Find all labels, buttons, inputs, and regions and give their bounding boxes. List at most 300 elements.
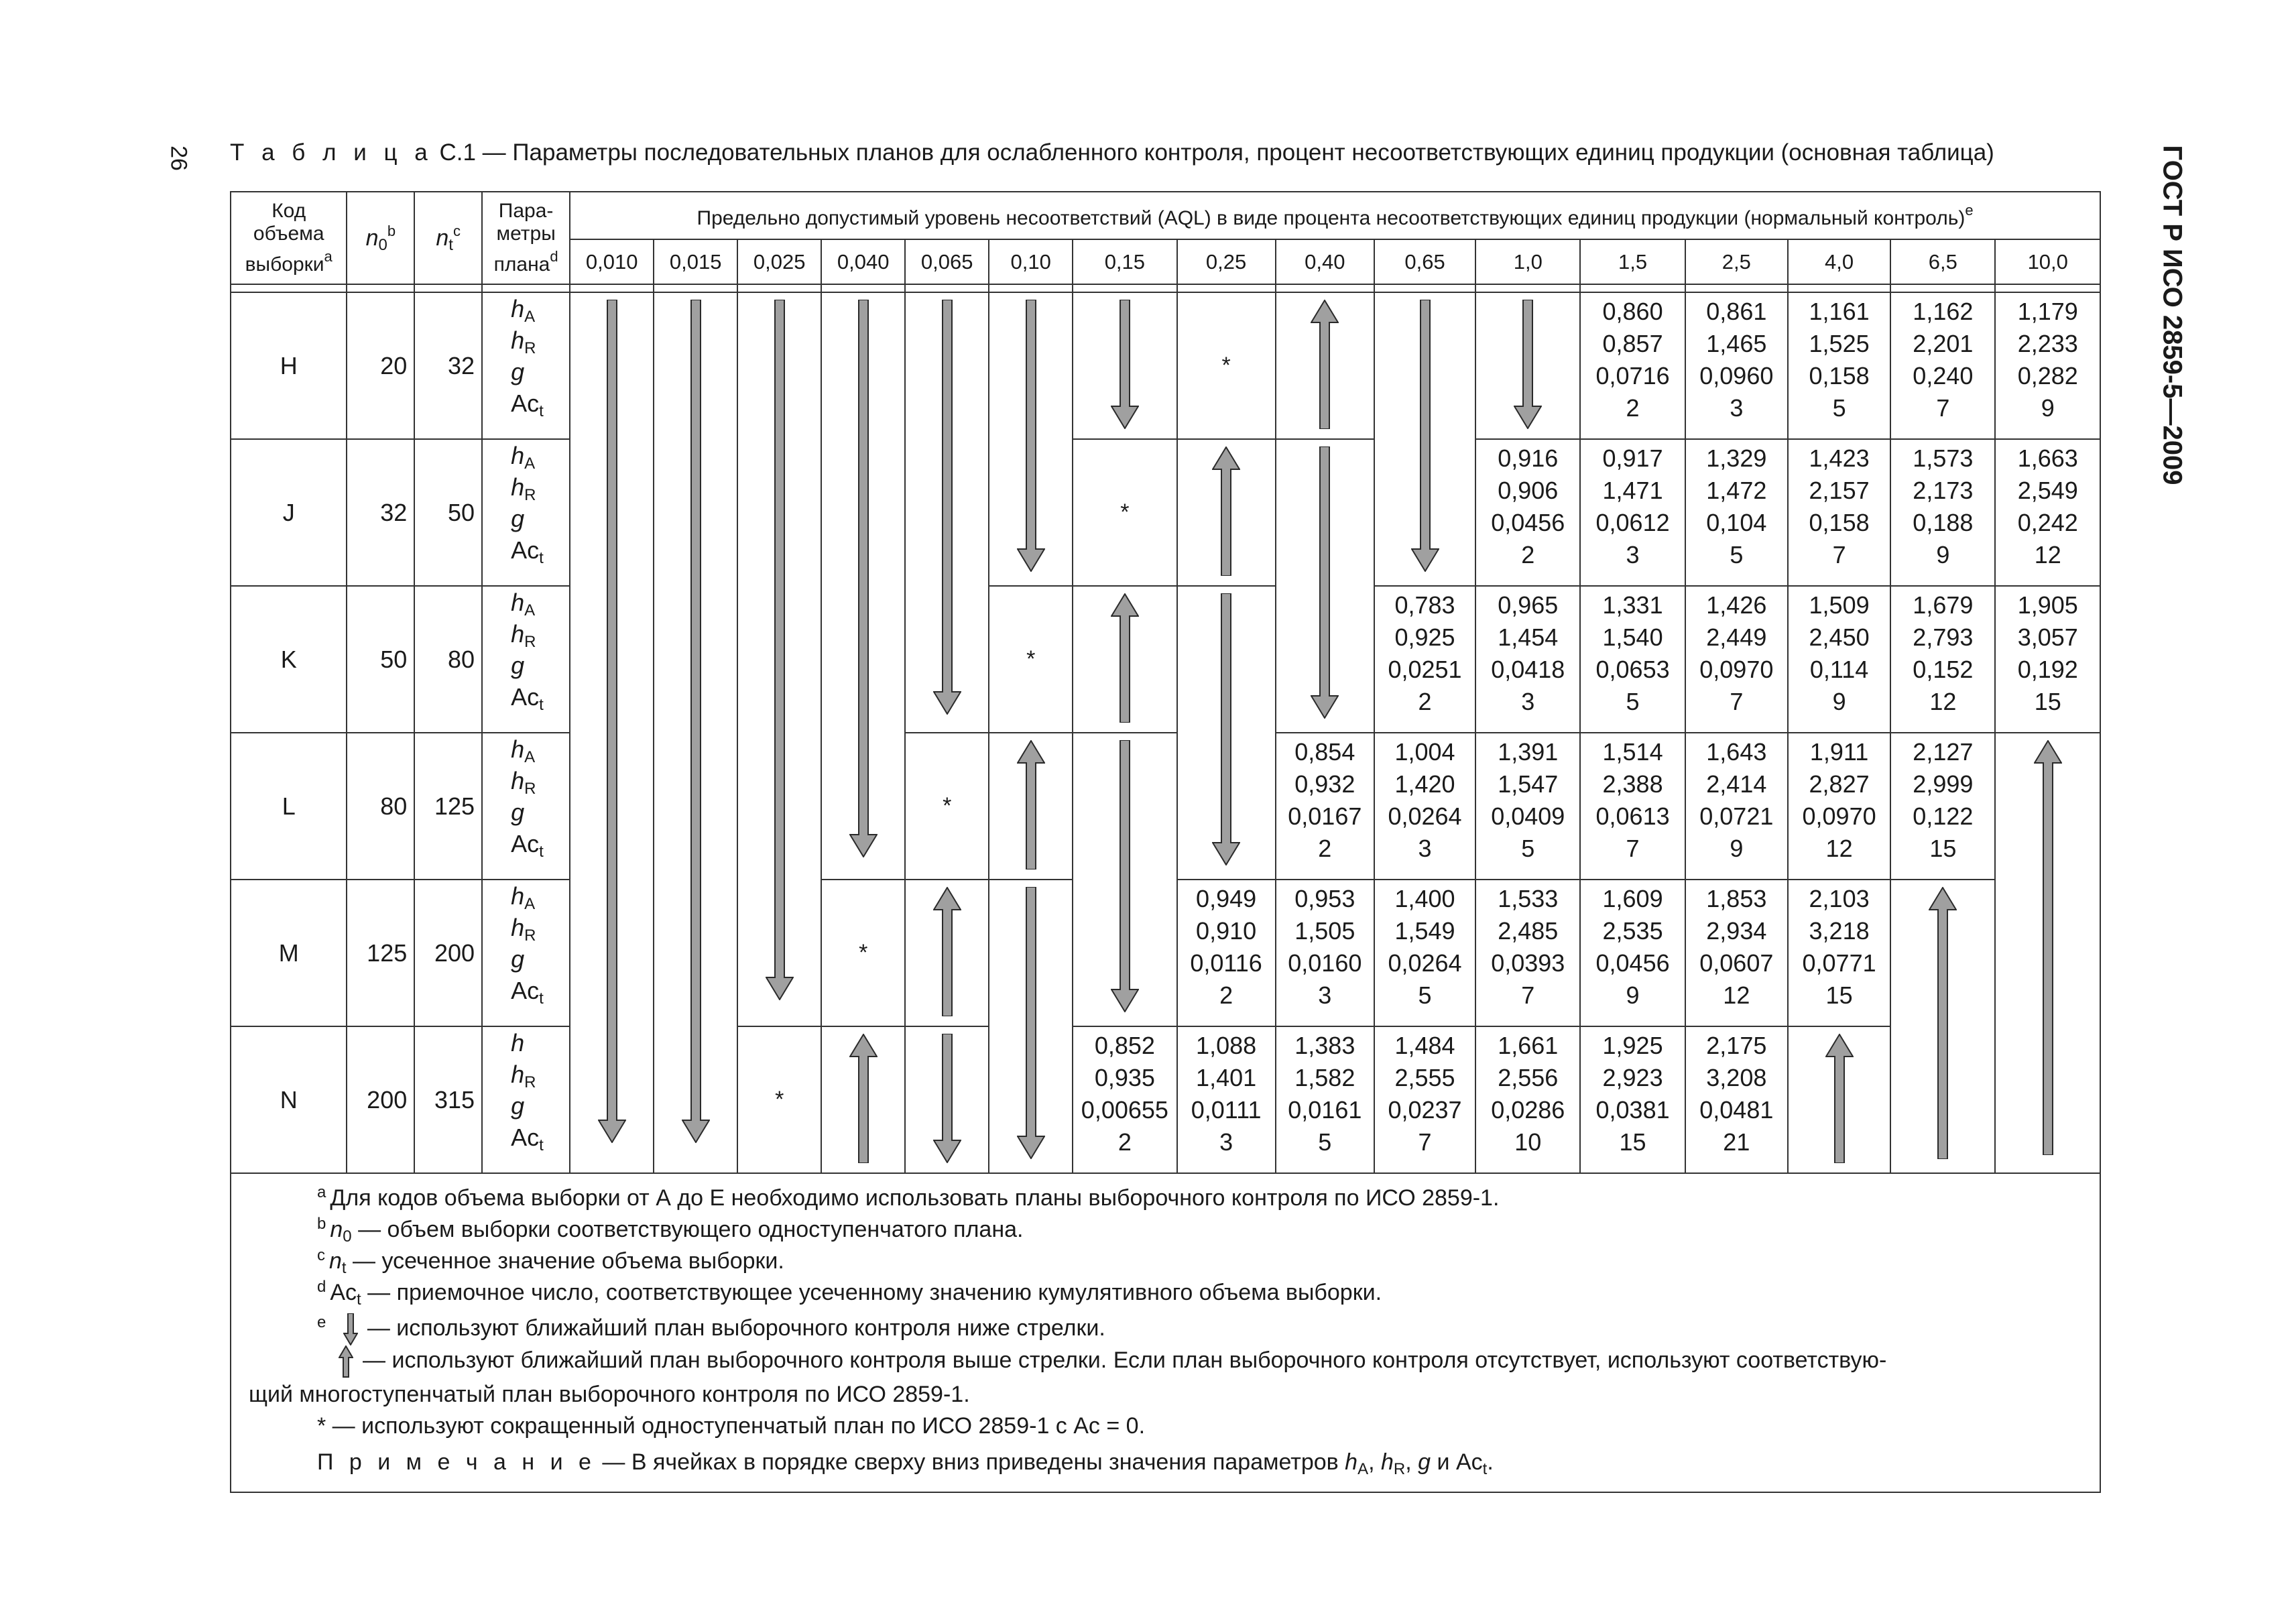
aql-level: 0,040: [821, 239, 905, 284]
value-hR: 0,910: [1196, 917, 1257, 945]
value-hR: 2,173: [1913, 477, 1974, 504]
sample-size-code: J: [231, 439, 347, 586]
value-hA: 1,331: [1602, 591, 1663, 619]
header-n0: $n_0^b$: [347, 192, 414, 284]
value-hR: 1,401: [1196, 1064, 1257, 1091]
down-arrow-icon: [1017, 300, 1045, 572]
up-arrow-cell: [1890, 880, 1995, 1173]
value-hA: 0,965: [1498, 591, 1559, 619]
sample-size-n0: 50: [347, 586, 414, 733]
table-row: [231, 733, 2100, 880]
standard-title: ГОСТ Р ИСО 2859-5—2009: [2157, 145, 2187, 485]
down-arrow-icon: [1411, 300, 1439, 572]
value-hR: 1,454: [1498, 623, 1559, 651]
value-hA: 1,679: [1913, 591, 1974, 619]
up-arrow-cell: [1995, 733, 2100, 1173]
down-arrow-icon: [933, 300, 961, 715]
header-params: Пара- метры плана$^d$: [482, 192, 570, 284]
sample-size-code: N: [231, 1026, 347, 1173]
plan-values: [1374, 733, 1475, 880]
value-hR: 2,555: [1394, 1064, 1455, 1091]
value-ac: 12: [2034, 541, 2061, 568]
value-g: 0,282: [2017, 362, 2078, 389]
plan-values: [1580, 292, 1685, 439]
footnote-e-down: $^e$ — используют ближайший план выборочного контроля ниже стрелки.: [317, 1307, 1105, 1345]
plan-values: [1685, 439, 1788, 586]
value-hA: 1,925: [1602, 1032, 1663, 1059]
value-hA: 0,861: [1706, 298, 1767, 325]
value-g: 0,104: [1706, 509, 1767, 536]
sample-size-code: H: [231, 292, 347, 439]
aql-level: 6,5: [1890, 239, 1995, 284]
table-note: П р и м е ч а н и е — В ячейках в порядке сверху вниз приведены значения параметров $h_A$, $h_R$, g и $Ac_t$.: [317, 1449, 1494, 1478]
value-g: 0,0613: [1595, 802, 1670, 830]
value-g: 0,0607: [1699, 949, 1774, 977]
value-hA: 1,484: [1394, 1032, 1455, 1059]
sequential-plans-table: [230, 191, 2101, 1174]
plan-values: [1890, 292, 1995, 439]
footnote-a: $^a$ Для кодов объема выборки от А до Е необходимо использовать планы выборочного контроля по ИСО 2859-1.: [317, 1183, 1500, 1211]
up-arrow-cell: [989, 733, 1073, 880]
value-hR: 2,556: [1498, 1064, 1559, 1091]
up-arrow-icon: [1212, 446, 1240, 576]
sample-size-code: K: [231, 586, 347, 733]
down-arrow-cell: [1177, 586, 1276, 880]
value-hA: 1,661: [1498, 1032, 1559, 1059]
value-hR: 2,414: [1706, 770, 1767, 798]
up-arrow-icon: [2034, 740, 2062, 1155]
value-ac: 5: [1318, 1128, 1332, 1156]
value-hR: 2,923: [1602, 1064, 1663, 1091]
truncated-size-nt: 125: [414, 733, 482, 880]
plan-values: [1788, 292, 1890, 439]
plan-parameters: $h_A$ $h_R$ g $Ac_t$: [482, 880, 570, 1026]
plan-values: [1276, 733, 1374, 880]
truncated-size-nt: 315: [414, 1026, 482, 1173]
value-ac: 9: [1936, 541, 1950, 568]
up-arrow-cell: [1788, 1026, 1890, 1173]
value-ac: 15: [2034, 688, 2061, 715]
value-ac: 7: [1418, 1128, 1432, 1156]
up-arrow-icon: [849, 1034, 878, 1163]
star-marker: *: [737, 1026, 821, 1173]
down-arrow-icon: [1111, 740, 1139, 1012]
down-arrow-cell: [989, 880, 1073, 1173]
star-marker: *: [1177, 292, 1276, 439]
down-arrow-cell: [1374, 292, 1475, 586]
table-row: [231, 586, 2100, 733]
value-hR: 1,465: [1706, 330, 1767, 357]
value-g: 0,152: [1913, 656, 1974, 683]
down-arrow-cell: [989, 292, 1073, 586]
value-ac: 3: [1219, 1128, 1233, 1156]
value-ac: 3: [1318, 981, 1332, 1009]
value-ac: 5: [1418, 981, 1432, 1009]
value-g: 0,0111: [1191, 1096, 1262, 1124]
down-arrow-cell: [905, 1026, 989, 1173]
value-g: 0,0481: [1699, 1096, 1774, 1124]
value-g: 0,0653: [1595, 656, 1670, 683]
value-hA: 1,329: [1706, 444, 1767, 472]
value-g: 0,0264: [1388, 802, 1462, 830]
value-hR: 1,547: [1498, 770, 1559, 798]
down-arrow-icon: [1111, 300, 1139, 429]
sample-size-code: M: [231, 880, 347, 1026]
value-ac: 2: [1318, 835, 1332, 862]
header-nt: $n_t^c$: [414, 192, 482, 284]
sample-size-n0: 20: [347, 292, 414, 439]
value-g: 0,0456: [1491, 509, 1565, 536]
plan-values: [1788, 586, 1890, 733]
value-hA: 1,161: [1809, 298, 1870, 325]
value-hA: 2,103: [1809, 885, 1870, 912]
value-ac: 2: [1219, 981, 1233, 1009]
value-ac: 12: [1929, 688, 1957, 715]
value-g: 0,188: [1913, 509, 1974, 536]
value-hR: 1,540: [1602, 623, 1663, 651]
value-hR: 1,525: [1809, 330, 1870, 357]
value-g: 0,0771: [1802, 949, 1876, 977]
footnotes-box: [230, 1156, 2101, 1493]
value-hA: 1,423: [1809, 444, 1870, 472]
plan-values: [1685, 586, 1788, 733]
up-arrow-cell: [821, 1026, 905, 1173]
value-g: 0,0721: [1699, 802, 1774, 830]
value-g: 0,0456: [1595, 949, 1670, 977]
value-g: 0,00655: [1081, 1096, 1168, 1124]
value-hA: 1,911: [1809, 738, 1869, 766]
footnote-d: $^d$ $Ac_t$ — приемочное число, соответствующее усеченному значению кумулятивного объема выборки.: [317, 1278, 1382, 1309]
value-g: 0,0960: [1699, 362, 1774, 389]
plan-values: [1177, 1026, 1276, 1173]
plan-values: [1475, 880, 1580, 1026]
value-g: 0,0418: [1491, 656, 1565, 683]
value-ac: 2: [1521, 541, 1535, 568]
aql-level: 0,65: [1374, 239, 1475, 284]
value-hA: 1,391: [1498, 738, 1559, 766]
value-hR: 2,549: [2017, 477, 2078, 504]
caption-text: С.1 — Параметры последовательных планов для ослабленного контроля, процент несоответствующих единиц продукции (основная таблица): [439, 139, 1994, 166]
value-g: 0,0381: [1595, 1096, 1670, 1124]
plan-values: [1788, 880, 1890, 1026]
star-marker: *: [821, 880, 905, 1026]
value-ac: 15: [1619, 1128, 1646, 1156]
header-aql-title: Предельно допустимый уровень несоответствий (AQL) в виде процента несоответствующих единиц продукции (нормальный контроль)$^e$: [570, 192, 2100, 239]
down-arrow-icon: [682, 300, 710, 1143]
up-arrow-cell: [905, 880, 989, 1026]
value-hR: 0,857: [1602, 330, 1663, 357]
table-caption: [230, 139, 2087, 166]
aql-level: 0,065: [905, 239, 989, 284]
value-hR: 0,932: [1294, 770, 1355, 798]
value-g: 0,0167: [1288, 802, 1362, 830]
up-arrow-icon: [1825, 1034, 1854, 1163]
value-hA: 1,179: [2017, 298, 2078, 325]
star-marker: *: [1073, 439, 1176, 586]
down-arrow-cell: [1073, 292, 1176, 439]
value-g: 0,0161: [1288, 1096, 1362, 1124]
plan-values: [1685, 292, 1788, 439]
value-hA: 1,400: [1394, 885, 1455, 912]
value-ac: 5: [1521, 835, 1535, 862]
plan-values: [1995, 292, 2100, 439]
value-ac: 7: [1521, 981, 1535, 1009]
value-hA: 1,162: [1913, 298, 1974, 325]
value-g: 0,158: [1809, 509, 1870, 536]
value-hA: 0,852: [1094, 1032, 1155, 1059]
up-arrow-cell: [1073, 586, 1176, 733]
value-ac: 7: [1626, 835, 1640, 862]
value-hR: 0,935: [1094, 1064, 1155, 1091]
up-arrow-icon: [933, 887, 961, 1016]
value-hA: 1,905: [2017, 591, 2078, 619]
value-ac: 5: [1626, 688, 1640, 715]
plan-values: [1475, 439, 1580, 586]
value-ac: 7: [1832, 541, 1846, 568]
plan-values: [1580, 733, 1685, 880]
value-hR: 1,420: [1394, 770, 1455, 798]
value-g: 0,242: [2017, 509, 2078, 536]
plan-parameters: $h_A$ $h_R$ g $Ac_t$: [482, 292, 570, 439]
up-arrow-icon: [339, 1345, 353, 1378]
value-ac: 3: [1730, 394, 1744, 422]
value-ac: 9: [1730, 835, 1744, 862]
value-hR: 2,233: [2017, 330, 2078, 357]
value-hR: 3,208: [1706, 1064, 1767, 1091]
plan-values: [1177, 880, 1276, 1026]
value-g: 0,122: [1913, 802, 1974, 830]
plan-values: [1788, 439, 1890, 586]
value-g: 0,192: [2017, 656, 2078, 683]
value-hR: 1,505: [1294, 917, 1355, 945]
plan-values: [1374, 586, 1475, 733]
value-hR: 1,582: [1294, 1064, 1355, 1091]
caption-label: Т а б л и ц а: [230, 139, 433, 166]
star-marker: *: [905, 733, 989, 880]
value-hR: 2,201: [1913, 330, 1974, 357]
sample-size-n0: 80: [347, 733, 414, 880]
value-g: 0,0970: [1802, 802, 1876, 830]
value-ac: 12: [1723, 981, 1750, 1009]
value-g: 0,0251: [1388, 656, 1462, 683]
value-hA: 1,573: [1913, 444, 1974, 472]
truncated-size-nt: 32: [414, 292, 482, 439]
plan-values: [1374, 1026, 1475, 1173]
value-hA: 1,004: [1394, 738, 1455, 766]
value-hA: 2,127: [1913, 738, 1974, 766]
down-arrow-icon: [343, 1313, 358, 1345]
value-hR: 2,485: [1498, 917, 1559, 945]
value-hR: 2,157: [1809, 477, 1870, 504]
value-hA: 2,175: [1706, 1032, 1767, 1059]
down-arrow-cell: [654, 292, 737, 1173]
aql-level: 0,25: [1177, 239, 1276, 284]
aql-level: 0,015: [654, 239, 737, 284]
value-hR: 2,827: [1809, 770, 1870, 798]
aql-level: 0,025: [737, 239, 821, 284]
value-ac: 7: [1730, 688, 1744, 715]
value-hR: 2,999: [1913, 770, 1974, 798]
plan-parameters: $h_A$ $h_R$ g $Ac_t$: [482, 733, 570, 880]
plan-values: [1685, 1026, 1788, 1173]
value-g: 0,114: [1809, 656, 1869, 683]
truncated-size-nt: 200: [414, 880, 482, 1026]
down-arrow-cell: [905, 292, 989, 733]
value-hR: 2,793: [1913, 623, 1974, 651]
up-arrow-icon: [1929, 887, 1957, 1159]
plan-values: [1890, 439, 1995, 586]
value-hA: 0,860: [1602, 298, 1663, 325]
value-hR: 0,906: [1498, 477, 1559, 504]
value-hA: 1,643: [1706, 738, 1767, 766]
plan-values: [1276, 1026, 1374, 1173]
down-arrow-icon: [766, 300, 794, 1000]
plan-values: [1276, 880, 1374, 1026]
value-ac: 9: [1832, 688, 1846, 715]
value-ac: 15: [1929, 835, 1957, 862]
value-g: 0,0393: [1491, 949, 1565, 977]
value-hA: 0,953: [1294, 885, 1355, 912]
down-arrow-icon: [1212, 593, 1240, 865]
footnote-b: $^b$ $n_0$ — объем выборки соответствующего одноступенчатого плана.: [317, 1215, 1024, 1246]
aql-level: 1,5: [1580, 239, 1685, 284]
value-hR: 2,388: [1602, 770, 1663, 798]
value-hA: 1,514: [1602, 738, 1663, 766]
down-arrow-cell: [821, 292, 905, 880]
down-arrow-icon: [598, 300, 626, 1143]
plan-values: [1580, 1026, 1685, 1173]
value-g: 0,0160: [1288, 949, 1362, 977]
value-hR: 1,472: [1706, 477, 1767, 504]
truncated-size-nt: 50: [414, 439, 482, 586]
plan-values: [1685, 880, 1788, 1026]
value-hA: 1,426: [1706, 591, 1767, 619]
value-hA: 0,917: [1602, 444, 1663, 472]
down-arrow-cell: [570, 292, 654, 1173]
value-g: 0,0612: [1595, 509, 1670, 536]
aql-level: 0,10: [989, 239, 1073, 284]
up-arrow-icon: [1311, 300, 1339, 429]
value-g: 0,0116: [1190, 949, 1262, 977]
up-arrow-cell: [1276, 292, 1374, 439]
plan-values: [1374, 880, 1475, 1026]
value-g: 0,0716: [1595, 362, 1670, 389]
value-ac: 9: [1626, 981, 1640, 1009]
value-hA: 1,383: [1294, 1032, 1355, 1059]
sample-size-code: L: [231, 733, 347, 880]
value-g: 0,240: [1913, 362, 1974, 389]
sample-size-n0: 32: [347, 439, 414, 586]
value-hR: 3,218: [1809, 917, 1870, 945]
value-g: 0,0237: [1388, 1096, 1462, 1124]
plan-values: [1475, 586, 1580, 733]
down-arrow-cell: [737, 292, 821, 1026]
table-row: [231, 292, 2100, 439]
plan-values: [1685, 733, 1788, 880]
value-hA: 1,509: [1809, 591, 1870, 619]
plan-values: [1580, 439, 1685, 586]
page-number: 26: [166, 145, 192, 171]
sample-size-n0: 125: [347, 880, 414, 1026]
value-ac: 5: [1832, 394, 1846, 422]
up-arrow-icon: [1111, 593, 1139, 723]
value-hA: 1,609: [1602, 885, 1663, 912]
value-g: 0,0286: [1491, 1096, 1565, 1124]
value-hA: 0,949: [1196, 885, 1257, 912]
aql-level: 0,15: [1073, 239, 1176, 284]
aql-level: 4,0: [1788, 239, 1890, 284]
value-hR: 2,450: [1809, 623, 1870, 651]
plan-values: [1580, 880, 1685, 1026]
down-arrow-icon: [933, 1034, 961, 1163]
value-hA: 1,088: [1196, 1032, 1257, 1059]
value-g: 0,158: [1809, 362, 1870, 389]
value-ac: 7: [1936, 394, 1950, 422]
value-hA: 1,663: [2017, 444, 2078, 472]
down-arrow-icon: [1514, 300, 1542, 429]
value-ac: 2: [1626, 394, 1640, 422]
up-arrow-cell: [1177, 439, 1276, 586]
value-hR: 2,449: [1706, 623, 1767, 651]
value-hR: 0,925: [1394, 623, 1455, 651]
plan-values: [1890, 586, 1995, 733]
value-ac: 10: [1514, 1128, 1542, 1156]
value-ac: 12: [1825, 835, 1853, 862]
plan-values: [1788, 733, 1890, 880]
aql-level: 1,0: [1475, 239, 1580, 284]
footnote-e-up: — используют ближайший план выборочного контроля выше стрелки. Если план выборочного контроля отсутствует, используют соответствую-: [332, 1345, 1886, 1378]
up-arrow-icon: [1017, 740, 1045, 869]
value-hR: 2,535: [1602, 917, 1663, 945]
value-g: 0,0970: [1699, 656, 1774, 683]
plan-values: [1580, 586, 1685, 733]
value-ac: 21: [1723, 1128, 1750, 1156]
plan-parameters: $h_A$ $h_R$ g $Ac_t$: [482, 586, 570, 733]
value-ac: 3: [1418, 835, 1432, 862]
value-hR: 1,549: [1394, 917, 1455, 945]
value-ac: 2: [1418, 688, 1432, 715]
down-arrow-cell: [1475, 292, 1580, 439]
aql-level: 2,5: [1685, 239, 1788, 284]
sample-size-n0: 200: [347, 1026, 414, 1173]
header-code: Код объема выборки$^a$: [231, 192, 347, 284]
table-row: [231, 1026, 2100, 1173]
down-arrow-icon: [1311, 446, 1339, 719]
footnote-c: $^c$ $n_t$ — усеченное значение объема выборки.: [317, 1246, 784, 1277]
aql-level: 0,010: [570, 239, 654, 284]
star-marker: *: [989, 586, 1073, 733]
plan-values: [1890, 733, 1995, 880]
value-hR: 3,057: [2017, 623, 2078, 651]
value-hA: 0,854: [1294, 738, 1355, 766]
value-ac: 15: [1825, 981, 1853, 1009]
down-arrow-cell: [1073, 733, 1176, 1026]
plan-parameters: $h_A$ $h_R$ g $Ac_t$: [482, 439, 570, 586]
down-arrow-cell: [1276, 439, 1374, 733]
footnote-e-up-continued: щий многоступенчатый план выборочного контроля по ИСО 2859-1.: [249, 1382, 970, 1407]
aql-level: 10,0: [1995, 239, 2100, 284]
plan-values: [1073, 1026, 1176, 1173]
down-arrow-icon: [1017, 887, 1045, 1159]
value-ac: 2: [1117, 1128, 1132, 1156]
plan-values: [1475, 733, 1580, 880]
value-g: 0,0409: [1491, 802, 1565, 830]
footnote-star: * — используют сокращенный одноступенчатый план по ИСО 2859-1 с Ac = 0.: [317, 1413, 1146, 1439]
value-g: 0,0264: [1388, 949, 1462, 977]
aql-level: 0,40: [1276, 239, 1374, 284]
value-hA: 1,533: [1498, 885, 1559, 912]
value-ac: 5: [1730, 541, 1744, 568]
